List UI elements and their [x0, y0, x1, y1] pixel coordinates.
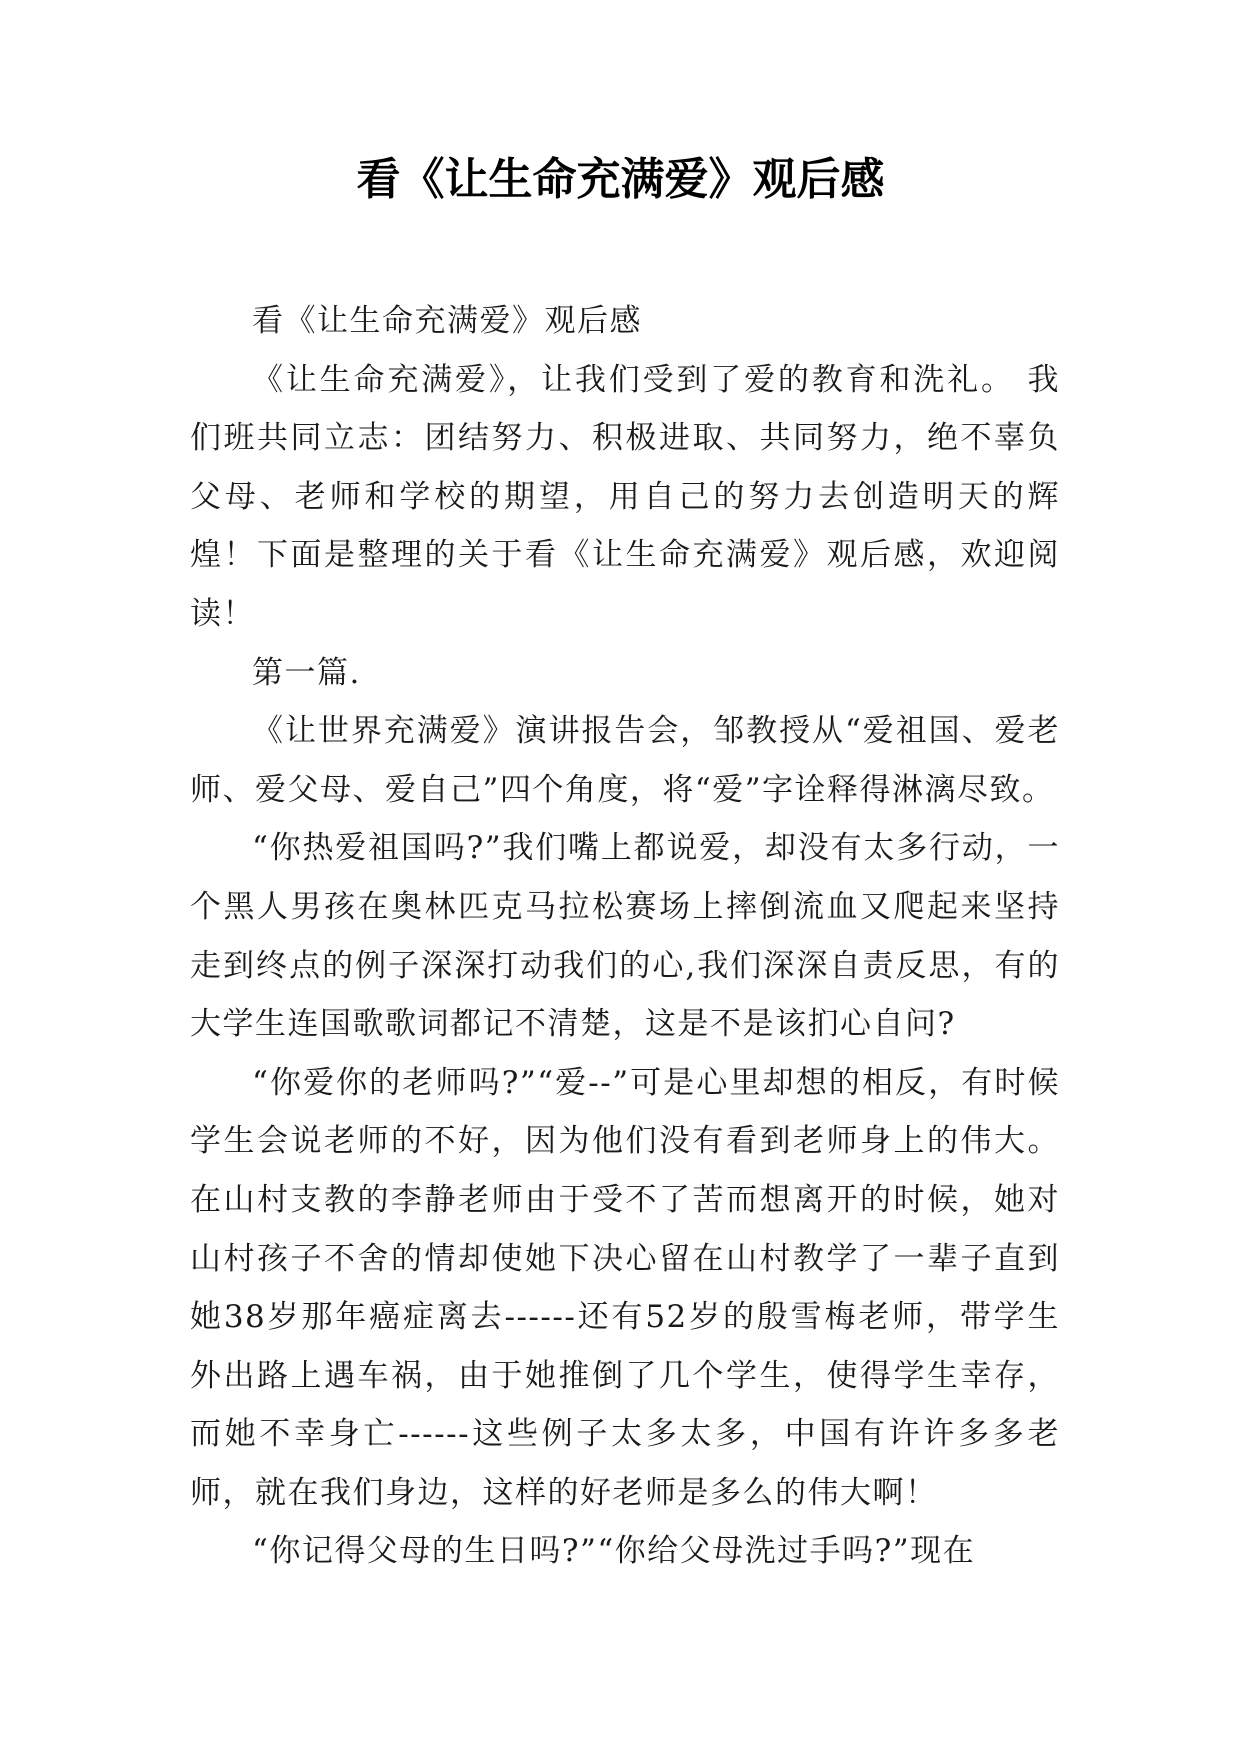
paragraph-subtitle: 看《让生命充满爱》观后感: [252, 303, 642, 339]
paragraph-section-heading: 第一篇.: [252, 654, 361, 691]
paragraph-love-parents: “你记得父母的生日吗?”“你给父母洗过手吗?”现在: [252, 1533, 976, 1570]
paragraph-love-country: “你热爱祖国吗?”我们嘴上都说爱，却没有太多行动，一个黑人男孩在奥林匹克马拉松赛场上摔倒流血又爬起来坚持走到终点的例子深深打动我们的心,我们深深自责反思，有的大学生连国歌歌词都记不清楚，这是不是该扪心自问?: [190, 830, 1060, 1043]
paragraph-lecture: 《让世界充满爱》演讲报告会，邹教授从“爱祖国、爱老师、爱父母、爱自己”四个角度，将“爱”字诠释得淋漓尽致。: [190, 713, 1060, 808]
document-body: [190, 292, 1060, 1581]
paragraph-intro: 《让生命充满爱》，让我们受到了爱的教育和洗礼。 我们班共同立志：团结努力、积极进取、共同努力，绝不辜负父母、老师和学校的期望，用自己的努力去创造明天的辉煌！下面是整理的关于看《让生命充满爱》观后感，欢迎阅读！: [190, 361, 1060, 632]
paragraph-love-teacher: “你爱你的老师吗?”“爱--”可是心里却想的相反，有时候学生会说老师的不好，因为他们没有看到老师身上的伟大。在山村支教的李静老师由于受不了苦而想离开的时候，她对山村孩子不舍的情却使她下决心留在山村教学了一辈子直到她38岁那年癌症离去------还有52岁的殷雪梅老师，带学生外出路上遇车祸，由于她推倒了几个学生，使得学生幸存，而她不幸身亡------这些例子太多太多，中国有许许多多老师，就在我们身边，这样的好老师是多么的伟大啊！: [190, 1064, 1060, 1511]
document-title: 看《让生命充满爱》观后感: [356, 154, 885, 205]
